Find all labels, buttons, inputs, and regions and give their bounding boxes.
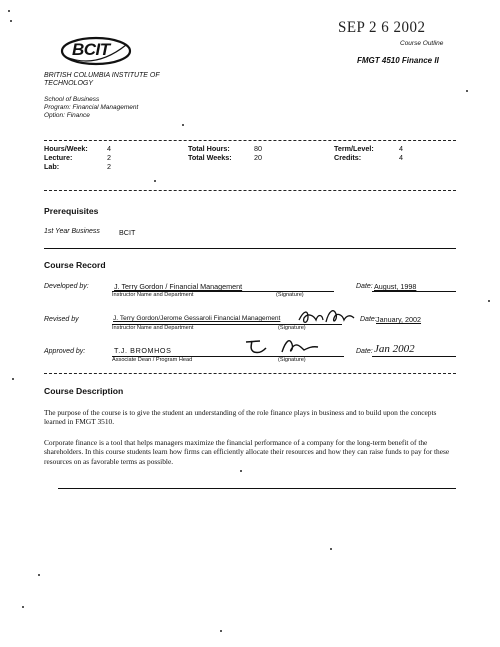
course-description-heading: Course Description xyxy=(44,386,124,396)
developed-date: August, 1998 xyxy=(374,282,417,291)
logo-text: BCIT xyxy=(72,40,110,59)
divider-record xyxy=(44,373,456,374)
developed-sub: Instructor Name and Department xyxy=(112,292,194,298)
divider-hours-bottom xyxy=(44,190,456,191)
scan-speck xyxy=(38,574,40,576)
lecture-label: Lecture: xyxy=(44,153,73,162)
divider-prereq xyxy=(44,248,456,249)
scan-speck xyxy=(10,20,12,22)
revised-sub: Instructor Name and Department xyxy=(112,325,194,331)
institute-line1: BRITISH COLUMBIA INSTITUTE OF xyxy=(44,72,160,79)
scan-speck xyxy=(22,606,24,608)
credits-label: Credits: xyxy=(334,153,362,162)
revised-sig-label: (Signature) xyxy=(278,325,306,331)
approved-date-line xyxy=(372,356,456,357)
revised-by-name: J. Terry Gordon/Jerome Gessaroli Financial Management xyxy=(113,315,281,322)
lab-label: Lab: xyxy=(44,162,60,171)
revised-signature xyxy=(296,306,358,328)
total-weeks-value: 20 xyxy=(254,153,262,162)
credits-value: 4 xyxy=(399,153,403,162)
developed-sig-label: (Signature) xyxy=(276,292,304,298)
lecture-value: 2 xyxy=(107,153,111,162)
developed-by-name: J. Terry Gordon / Financial Management xyxy=(114,282,243,291)
revised-by-label: Revised by xyxy=(44,316,79,323)
program-name: Program: Financial Management xyxy=(44,104,139,111)
revised-date: January, 2002 xyxy=(376,315,422,324)
divider-hours-top xyxy=(44,140,456,141)
scan-speck xyxy=(330,548,332,550)
scan-speck xyxy=(182,124,184,126)
scan-speck xyxy=(8,10,10,12)
course-record-heading: Course Record xyxy=(44,260,106,270)
developed-date-line xyxy=(372,291,456,292)
prerequisites-heading: Prerequisites xyxy=(44,206,99,216)
approved-by-label: Approved by: xyxy=(44,348,86,355)
scan-speck xyxy=(220,630,222,632)
developed-date-label: Date: xyxy=(356,283,373,290)
approved-sub: Associate Dean / Program Head xyxy=(112,357,193,363)
course-outline-label: Course Outline xyxy=(400,40,444,47)
approved-date-label: Date: xyxy=(356,348,373,355)
hours-week-value: 4 xyxy=(107,144,111,153)
total-hours-label: Total Hours: xyxy=(188,144,230,153)
total-hours-value: 80 xyxy=(254,144,262,153)
total-weeks-label: Total Weeks: xyxy=(188,153,232,162)
prerequisite-label: 1st Year Business xyxy=(44,228,100,235)
scan-speck xyxy=(12,378,14,380)
term-level-label: Term/Level: xyxy=(334,144,374,153)
description-para-1: The purpose of the course is to give the student an understanding of the role finance plays in business and to build upon the concepts learned in FMGT 3510. xyxy=(44,408,437,427)
received-stamp: SEP 2 6 2002 xyxy=(338,19,426,37)
approved-signature xyxy=(242,336,328,358)
course-code: FMGT 4510 Finance II xyxy=(357,56,439,65)
scan-speck xyxy=(488,300,490,302)
description-para-2: Corporate finance is a tool that helps managers maximize the financial performance of a company for the long-term benefit of the shareholders. In this course students learn how firms can efficiently allocate their resources and how they can raise funds to pay for these resources on as favorable terms as possible. xyxy=(44,438,450,466)
approved-by-name: T.J. BROMHOS xyxy=(114,346,172,355)
lab-value: 2 xyxy=(107,162,111,171)
approved-date: Jan 2002 xyxy=(374,343,415,355)
school-name: School of Business xyxy=(44,96,100,103)
developed-by-label: Developed by: xyxy=(44,283,89,290)
prerequisite-value: BCIT xyxy=(119,228,136,237)
divider-bottom xyxy=(58,488,456,489)
term-level-value: 4 xyxy=(399,144,403,153)
approved-sig-label: (Signature) xyxy=(278,357,306,363)
bcit-logo xyxy=(60,35,134,67)
scan-speck xyxy=(240,470,242,472)
hours-week-label: Hours/Week: xyxy=(44,144,88,153)
revised-date-label: Date: xyxy=(360,316,377,323)
scan-speck xyxy=(154,180,156,182)
institute-line2: TECHNOLOGY xyxy=(44,80,94,87)
scan-speck xyxy=(466,90,468,92)
option-name: Option: Finance xyxy=(44,112,90,119)
